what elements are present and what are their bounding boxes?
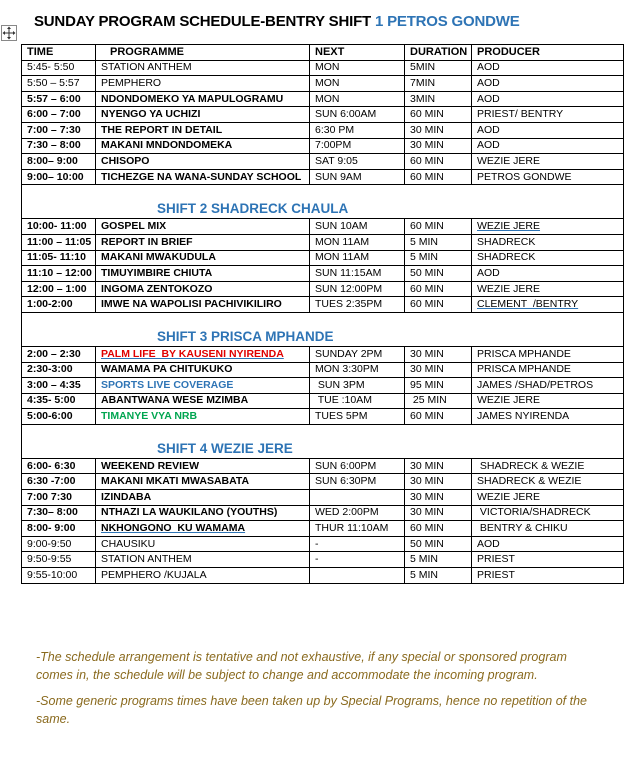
table-row bbox=[22, 458, 624, 474]
cell-duration: 60 MIN bbox=[405, 219, 472, 235]
cell-duration: 30 MIN bbox=[405, 490, 472, 506]
cell-producer: SHADRECK & WEZIE bbox=[472, 474, 624, 490]
table-row bbox=[22, 552, 624, 568]
cell-producer: SHADRECK bbox=[472, 234, 624, 250]
cell-duration: 95 MIN bbox=[405, 378, 472, 394]
table-row bbox=[22, 281, 624, 297]
table-row bbox=[22, 505, 624, 521]
table-header-row bbox=[22, 45, 624, 61]
cell-time: 2:30-3:00 bbox=[22, 362, 96, 378]
cell-time: 9:55-10:00 bbox=[22, 568, 96, 584]
shift-heading-row bbox=[22, 431, 624, 459]
cell-producer: WEZIE JERE bbox=[472, 281, 624, 297]
cell-programme: THE REPORT IN DETAIL bbox=[96, 122, 310, 138]
shift-heading: SHIFT 4 WEZIE JERE bbox=[157, 440, 293, 456]
cell-programme: ABANTWANA WESE MZIMBA bbox=[96, 393, 310, 409]
cell-programme: CHISOPO bbox=[96, 154, 310, 170]
cell-programme: TICHEZGE NA WANA-SUNDAY SCHOOL bbox=[96, 169, 310, 185]
table-row bbox=[22, 393, 624, 409]
table-row bbox=[22, 297, 624, 313]
cell-time: 7:30 – 8:00 bbox=[22, 138, 96, 154]
cell-programme: PEMPHERO /KUJALA bbox=[96, 568, 310, 584]
cell-time: 4:35- 5:00 bbox=[22, 393, 96, 409]
table-row bbox=[22, 234, 624, 250]
table-row bbox=[22, 378, 624, 394]
cell-producer: BENTRY & CHIKU bbox=[472, 521, 624, 537]
cell-duration: 5 MIN bbox=[405, 552, 472, 568]
table-row bbox=[22, 76, 624, 92]
cell-next: SUN 6:30PM bbox=[310, 474, 405, 490]
cell-time: 1:00-2:00 bbox=[22, 297, 96, 313]
cell-time: 7:00 7:30 bbox=[22, 490, 96, 506]
cell-time: 5:50 – 5:57 bbox=[22, 76, 96, 92]
cell-duration: 30 MIN bbox=[405, 458, 472, 474]
cell-time: 11:00 – 11:05 bbox=[22, 234, 96, 250]
cell-producer: WEZIE JERE bbox=[472, 490, 624, 506]
cell-producer: AOD bbox=[472, 122, 624, 138]
cell-programme: MAKANI MWAKUDULA bbox=[96, 250, 310, 266]
cell-duration: 30 MIN bbox=[405, 362, 472, 378]
cell-programme: PALM LIFE BY KAUSENI NYIRENDA bbox=[96, 346, 310, 362]
cell-programme: NYENGO YA UCHIZI bbox=[96, 107, 310, 123]
cell-next: - bbox=[310, 552, 405, 568]
note-tentative: -The schedule arrangement is tentative and not exhaustive, if any special or sponsored program comes in, the schedule will be subject to change and accommodate the incoming program. bbox=[36, 650, 567, 682]
cell-programme: WAMAMA PA CHITUKUKO bbox=[96, 362, 310, 378]
cell-time: 9:50-9:55 bbox=[22, 552, 96, 568]
cell-time: 8:00- 9:00 bbox=[22, 521, 96, 537]
table-row bbox=[22, 568, 624, 584]
cell-duration: 5 MIN bbox=[405, 568, 472, 584]
table-row bbox=[22, 107, 624, 123]
cell-duration: 60 MIN bbox=[405, 281, 472, 297]
table-row bbox=[22, 122, 624, 138]
note-generic-programs: -Some generic programs times have been taken up by Special Programs, hence no repetition of the same. bbox=[36, 694, 588, 726]
cell-programme: MAKANI MKATI MWASABATA bbox=[96, 474, 310, 490]
shift-heading-row bbox=[22, 319, 624, 347]
cell-time: 7:30– 8:00 bbox=[22, 505, 96, 521]
cell-duration: 5 MIN bbox=[405, 234, 472, 250]
table-row bbox=[22, 169, 624, 185]
cell-programme: NDONDOMEKO YA MAPULOGRAMU bbox=[96, 91, 310, 107]
cell-producer: AOD bbox=[472, 76, 624, 92]
cell-time: 5:00-6:00 bbox=[22, 409, 96, 425]
table-row bbox=[22, 521, 624, 537]
cell-time: 5:57 – 6:00 bbox=[22, 91, 96, 107]
cell-next: SUN 12:00PM bbox=[310, 281, 405, 297]
cell-duration: 60 MIN bbox=[405, 169, 472, 185]
cell-next bbox=[310, 490, 405, 506]
table-row bbox=[22, 138, 624, 154]
cell-programme: TIMANYE VYA NRB bbox=[96, 409, 310, 425]
header-duration: DURATION bbox=[405, 45, 472, 61]
table-row bbox=[22, 154, 624, 170]
cell-time: 11:10 – 12:00 bbox=[22, 266, 96, 282]
cell-producer: PRISCA MPHANDE bbox=[472, 362, 624, 378]
cell-producer: AOD bbox=[472, 91, 624, 107]
cell-producer: VICTORIA/SHADRECK bbox=[472, 505, 624, 521]
table-row bbox=[22, 536, 624, 552]
cell-time: 8:00– 9:00 bbox=[22, 154, 96, 170]
table-row bbox=[22, 250, 624, 266]
cell-programme: IZINDABA bbox=[96, 490, 310, 506]
cell-producer: SHADRECK bbox=[472, 250, 624, 266]
cell-duration: 30 MIN bbox=[405, 138, 472, 154]
title-shift-name: 1 PETROS GONDWE bbox=[374, 13, 520, 30]
table-row bbox=[22, 490, 624, 506]
cell-programme: MAKANI MNDONDOMEKA bbox=[96, 138, 310, 154]
table-row bbox=[22, 60, 624, 76]
cell-programme: NKHONGONO KU WAMAMA bbox=[96, 521, 310, 537]
cell-duration: 50 MIN bbox=[405, 536, 472, 552]
cell-producer: AOD bbox=[472, 60, 624, 76]
cell-duration: 5 MIN bbox=[405, 250, 472, 266]
title-main: SUNDAY PROGRAM SCHEDULE-BENTRY SHIFT bbox=[34, 13, 375, 30]
cell-duration: 50 MIN bbox=[405, 266, 472, 282]
cell-duration: 60 MIN bbox=[405, 297, 472, 313]
cell-duration: 5MIN bbox=[405, 60, 472, 76]
cell-next: SAT 9:05 bbox=[310, 154, 405, 170]
cell-producer: WEZIE JERE bbox=[472, 219, 624, 235]
cell-next: SUNDAY 2PM bbox=[310, 346, 405, 362]
cell-duration: 60 MIN bbox=[405, 409, 472, 425]
cell-next: MON 11AM bbox=[310, 250, 405, 266]
cell-time: 3:00 – 4:35 bbox=[22, 378, 96, 394]
cell-programme: GOSPEL MIX bbox=[96, 219, 310, 235]
table-row bbox=[22, 474, 624, 490]
header-programme: PROGRAMME bbox=[96, 45, 310, 61]
cell-next: WED 2:00PM bbox=[310, 505, 405, 521]
cell-duration: 25 MIN bbox=[405, 393, 472, 409]
table-row bbox=[22, 266, 624, 282]
cell-producer: AOD bbox=[472, 536, 624, 552]
cell-programme: WEEKEND REVIEW bbox=[96, 458, 310, 474]
cell-next: SUN 10AM bbox=[310, 219, 405, 235]
cell-next: MON bbox=[310, 76, 405, 92]
cell-duration: 30 MIN bbox=[405, 346, 472, 362]
cell-time: 7:00 – 7:30 bbox=[22, 122, 96, 138]
cell-producer: CLEMENT /BENTRY bbox=[472, 297, 624, 313]
cell-next: SUN 3PM bbox=[310, 378, 405, 394]
cell-next: TUE :10AM bbox=[310, 393, 405, 409]
cell-next: SUN 6:00PM bbox=[310, 458, 405, 474]
cell-programme: TIMUYIMBIRE CHIUTA bbox=[96, 266, 310, 282]
cell-time: 5:45- 5:50 bbox=[22, 60, 96, 76]
cell-next: SUN 6:00AM bbox=[310, 107, 405, 123]
table-row bbox=[22, 219, 624, 235]
cell-time: 11:05- 11:10 bbox=[22, 250, 96, 266]
cell-duration: 30 MIN bbox=[405, 122, 472, 138]
cell-time: 12:00 – 1:00 bbox=[22, 281, 96, 297]
cell-programme: STATION ANTHEM bbox=[96, 552, 310, 568]
cell-next: - bbox=[310, 536, 405, 552]
cell-next: SUN 11:15AM bbox=[310, 266, 405, 282]
cell-duration: 60 MIN bbox=[405, 521, 472, 537]
cell-next: MON bbox=[310, 60, 405, 76]
cell-duration: 7MIN bbox=[405, 76, 472, 92]
table-row bbox=[22, 91, 624, 107]
cell-programme: STATION ANTHEM bbox=[96, 60, 310, 76]
cell-next: THUR 11:10AM bbox=[310, 521, 405, 537]
cell-producer: SHADRECK & WEZIE bbox=[472, 458, 624, 474]
cell-duration: 30 MIN bbox=[405, 474, 472, 490]
cell-producer: PRIEST/ BENTRY bbox=[472, 107, 624, 123]
cell-time: 6:00 – 7:00 bbox=[22, 107, 96, 123]
cell-producer: PETROS GONDWE bbox=[472, 169, 624, 185]
cell-next: TUES 2:35PM bbox=[310, 297, 405, 313]
table-row bbox=[22, 346, 624, 362]
cell-producer: JAMES /SHAD/PETROS bbox=[472, 378, 624, 394]
cell-next: TUES 5PM bbox=[310, 409, 405, 425]
cell-time: 10:00- 11:00 bbox=[22, 219, 96, 235]
cell-next: SUN 9AM bbox=[310, 169, 405, 185]
table-move-handle-icon[interactable] bbox=[1, 25, 17, 41]
schedule-table bbox=[21, 44, 624, 584]
cell-next: 7:00PM bbox=[310, 138, 405, 154]
cell-producer: AOD bbox=[472, 266, 624, 282]
cell-producer: PRIEST bbox=[472, 568, 624, 584]
cell-next: MON 3:30PM bbox=[310, 362, 405, 378]
cell-producer: PRISCA MPHANDE bbox=[472, 346, 624, 362]
cell-time: 2:00 – 2:30 bbox=[22, 346, 96, 362]
cell-producer: WEZIE JERE bbox=[472, 393, 624, 409]
cell-next bbox=[310, 568, 405, 584]
cell-duration: 30 MIN bbox=[405, 505, 472, 521]
cell-time: 9:00-9:50 bbox=[22, 536, 96, 552]
header-time: TIME bbox=[22, 45, 96, 61]
cell-producer: JAMES NYIRENDA bbox=[472, 409, 624, 425]
cell-next: MON bbox=[310, 91, 405, 107]
header-next: NEXT bbox=[310, 45, 405, 61]
shift-heading-row bbox=[22, 191, 624, 219]
cell-programme: CHAUSIKU bbox=[96, 536, 310, 552]
cell-time: 6:30 -7:00 bbox=[22, 474, 96, 490]
table-row bbox=[22, 409, 624, 425]
cell-time: 9:00– 10:00 bbox=[22, 169, 96, 185]
cell-duration: 60 MIN bbox=[405, 107, 472, 123]
cell-programme: REPORT IN BRIEF bbox=[96, 234, 310, 250]
cell-duration: 60 MIN bbox=[405, 154, 472, 170]
cell-next: 6:30 PM bbox=[310, 122, 405, 138]
table-row bbox=[22, 362, 624, 378]
cell-next: MON 11AM bbox=[310, 234, 405, 250]
cell-programme: SPORTS LIVE COVERAGE bbox=[96, 378, 310, 394]
shift-heading: SHIFT 3 PRISCA MPHANDE bbox=[157, 328, 334, 344]
cell-programme: IMWE NA WAPOLISI PACHIVIKILIRO bbox=[96, 297, 310, 313]
header-producer: PRODUCER bbox=[472, 45, 624, 61]
cell-producer: WEZIE JERE bbox=[472, 154, 624, 170]
cell-time: 6:00- 6:30 bbox=[22, 458, 96, 474]
cell-producer: AOD bbox=[472, 138, 624, 154]
document-title bbox=[34, 13, 520, 30]
cell-producer: PRIEST bbox=[472, 552, 624, 568]
shift-heading: SHIFT 2 SHADRECK CHAULA bbox=[157, 201, 349, 217]
cell-duration: 3MIN bbox=[405, 91, 472, 107]
cell-programme: NTHAZI LA WAUKILANO (YOUTHS) bbox=[96, 505, 310, 521]
schedule-notes bbox=[36, 648, 596, 736]
cell-programme: INGOMA ZENTOKOZO bbox=[96, 281, 310, 297]
cell-programme: PEMPHERO bbox=[96, 76, 310, 92]
